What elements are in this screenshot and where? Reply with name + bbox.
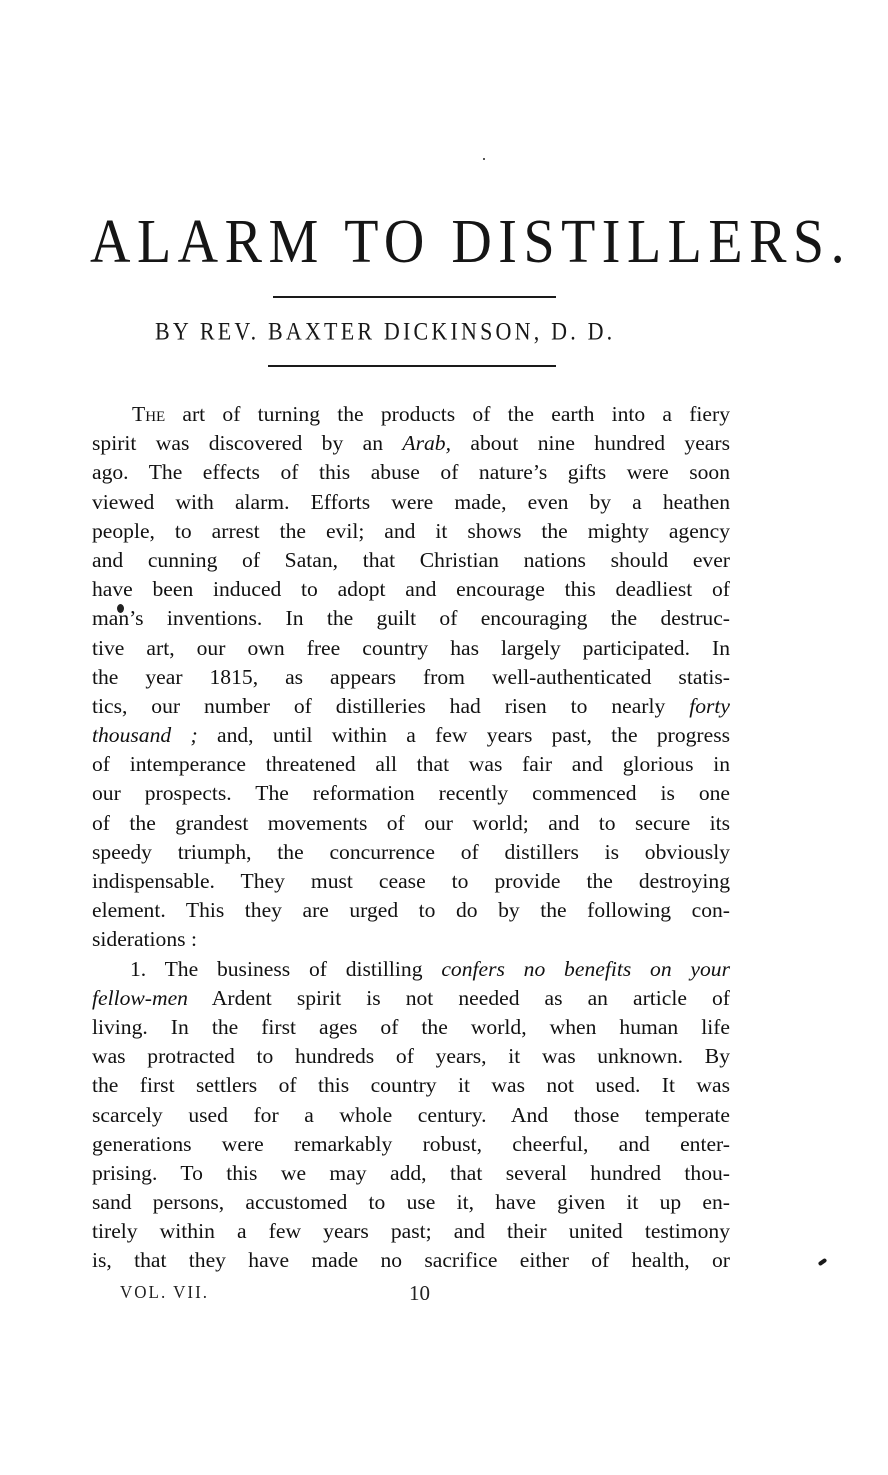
lead-word: The bbox=[132, 402, 166, 426]
line-text: spirit was discovered by an bbox=[92, 431, 403, 456]
text-line: element. This they are urged to do by the following con- bbox=[92, 898, 730, 923]
text-line: the year 1815, as appears from well-authenticated statis- bbox=[92, 664, 730, 689]
text-line: prising. To this we may add, that several hundred thou- bbox=[92, 1160, 730, 1185]
text-line: people, to arrest the evil; and it shows the mighty agency bbox=[92, 518, 730, 543]
title-divider-top bbox=[273, 296, 556, 298]
line-text: about nine hundred years bbox=[450, 431, 730, 456]
text-line: and cunning of Satan, that Christian nations should ever bbox=[92, 547, 730, 572]
text-line bbox=[92, 955, 730, 984]
line-text: Ardent spirit is not needed as an article of bbox=[187, 985, 730, 1010]
body-text bbox=[92, 400, 730, 1276]
text-line bbox=[92, 692, 730, 721]
text-line: is, that they have made no sacrifice either of health, or bbox=[92, 1248, 730, 1273]
line-text: art of turning the products of the earth into a fiery bbox=[165, 402, 730, 426]
text-line: of intemperance threatened all that was fair and glorious in bbox=[92, 752, 730, 777]
print-speck bbox=[483, 158, 485, 160]
margin-ink-mark bbox=[818, 1258, 828, 1266]
text-line: viewed with alarm. Efforts were made, even by a heathen bbox=[92, 489, 730, 514]
text-line: scarcely used for a whole century. And those temperate bbox=[92, 1102, 730, 1127]
italic-text: forty bbox=[689, 693, 730, 718]
text-line: speedy triumph, the concurrence of distillers is obviously bbox=[92, 839, 730, 864]
text-line: living. In the first ages of the world, when human life bbox=[92, 1014, 730, 1039]
italic-text: Arab, bbox=[402, 431, 451, 456]
text-line bbox=[92, 721, 730, 750]
text-line: siderations : bbox=[92, 927, 197, 952]
page-number: 10 bbox=[409, 1281, 430, 1305]
text-line: was protracted to hundreds of years, it was unknown. By bbox=[92, 1044, 730, 1069]
text-line: tive art, our own free country has largely participated. In bbox=[92, 635, 730, 660]
text-line: the first settlers of this country it was not used. It was bbox=[92, 1073, 730, 1098]
line-text: tics, our number of distilleries had risen to nearly bbox=[92, 693, 690, 718]
text-line: our prospects. The reformation recently commenced is one bbox=[92, 781, 730, 806]
text-line: of the grandest movements of our world; and to secure its bbox=[92, 810, 730, 835]
text-line: have been induced to adopt and encourage this deadliest of bbox=[92, 577, 730, 602]
text-line: tirely within a few years past; and their united testimony bbox=[92, 1219, 730, 1244]
page-title: ALARM TO DISTILLERS. bbox=[90, 206, 852, 277]
text-line: indispensable. They must cease to provide the destroying bbox=[92, 869, 730, 893]
italic-text: fellow-men bbox=[92, 985, 188, 1010]
title-divider-bottom bbox=[268, 365, 556, 367]
signature-mark: VOL. VII. bbox=[120, 1282, 209, 1303]
text-line: sand persons, accustomed to use it, have given it up en- bbox=[92, 1190, 730, 1215]
text-line: man’s inventions. In the guilt of encouraging the destruc- bbox=[92, 606, 730, 631]
text-line bbox=[92, 429, 730, 458]
line-text: 1. The business of distilling bbox=[130, 956, 442, 981]
text-line: generations were remarkably robust, cheerful, and enter- bbox=[92, 1131, 730, 1156]
line-text: and, until within a few years past, the progress bbox=[197, 723, 730, 748]
italic-text: confers no benefits on your bbox=[441, 956, 730, 981]
italic-text: thousand ; bbox=[92, 723, 198, 748]
text-line bbox=[92, 984, 730, 1013]
text-line bbox=[92, 400, 730, 429]
author-byline: BY REV. BAXTER DICKINSON, D. D. bbox=[155, 316, 616, 346]
text-line: ago. The effects of this abuse of nature’s gifts were soon bbox=[92, 460, 730, 485]
